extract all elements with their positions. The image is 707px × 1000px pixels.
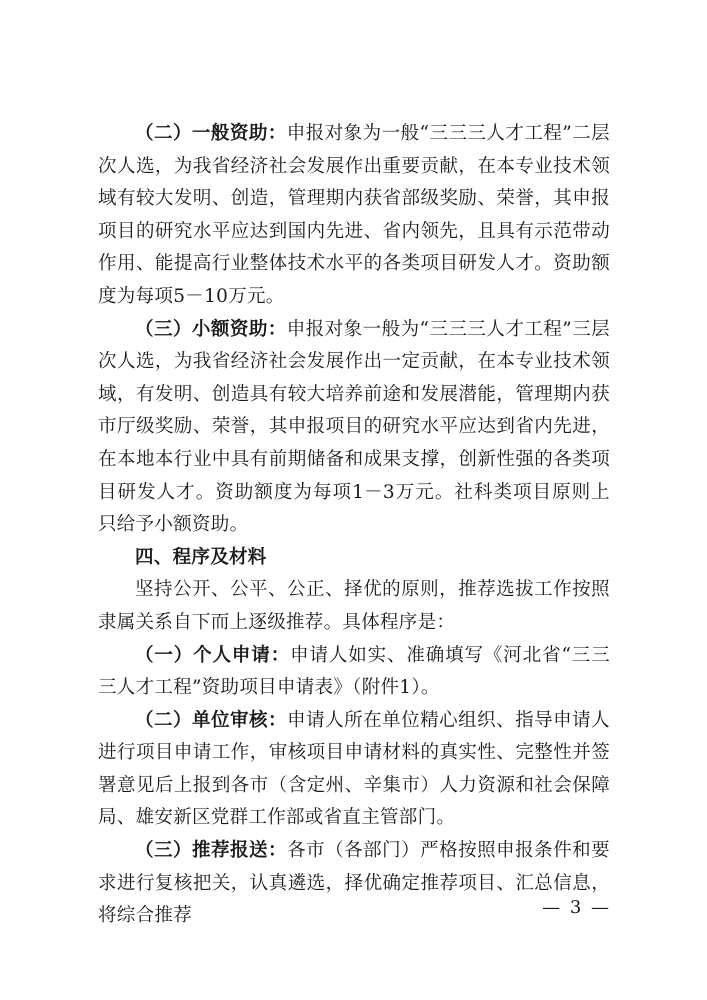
paragraph-body: 各市（各部门）严格按照申报条件和要求进行复核把关，认真遴选，择优确定推荐项目、汇总信息，将综合推荐 xyxy=(98,840,610,927)
paragraph-body: 申报对象一般为“三三三人才工程”三层次人选，为我省经济社会发展作出一定贡献，在本专业技术领域，有发明、创造具有较大培养前途和发展潜能，管理期内获市厅级奖励、荣誉，其申报项目的研究水平应达到省内先进，在本地本行业中具有前期储备和成果支撑，创新性强的各类项目研发人才。资助额度为每项1－3万元。社科类项目原则上只给予小额资助。 xyxy=(98,318,610,536)
paragraph-lead: （二）一般资助： xyxy=(135,123,287,144)
paragraph-step-unit-review xyxy=(98,705,610,835)
paragraph-body: 申报对象为一般“三三三人才工程”二层次人选，为我省经济社会发展作出重要贡献，在本专业技术领域有较大发明、创造，管理期内获省部级奖励、荣誉，其申报项目的研究水平应达到国内先进、省内领先，且具有示范带动作用、能提高行业整体技术水平的各类项目研发人才。资助额度为每项5－10万元。 xyxy=(98,123,610,307)
paragraph-body: 申请人如实、准确填写《河北省“三三三人才工程”资助项目申请表》（附件1）。 xyxy=(98,644,610,699)
paragraph-step-personal-application xyxy=(98,640,610,705)
paragraph-lead: （二）单位审核： xyxy=(135,709,288,731)
paragraph-small-funding xyxy=(98,314,610,542)
paragraph-lead: （三）推荐报送： xyxy=(135,840,288,862)
paragraph-general-funding xyxy=(98,118,610,314)
paragraph-lead: （三）小额资助： xyxy=(135,318,287,340)
section-heading: 四、程序及材料 xyxy=(135,546,267,568)
paragraph-step-recommendation xyxy=(98,835,610,933)
paragraph-intro: 坚持公开、公平、公正、择优的原则，推荐选拔工作按照隶属关系自下而上逐级推荐。具体程序是： xyxy=(98,579,610,633)
page-number: — 3 — xyxy=(542,897,611,918)
body-text xyxy=(98,118,610,933)
paragraph-lead: （一）个人申请： xyxy=(135,644,291,666)
paragraph-body: 申请人所在单位精心组织、指导申请人进行项目申请工作，审核项目申请材料的真实性、完整性并签署意见后上报到各市（含定州、辛集市）人力资源和社会保障局、雄安新区党群工作部或省直主管部门。 xyxy=(98,709,610,829)
